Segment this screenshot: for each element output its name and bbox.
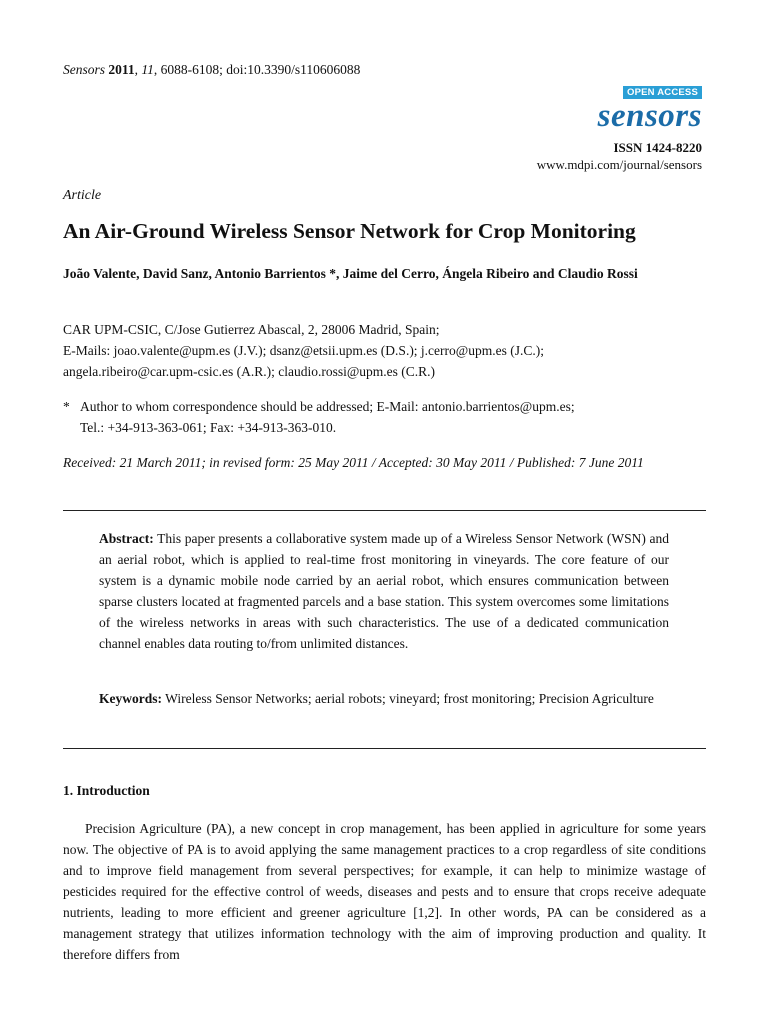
paper-title: An Air-Ground Wireless Sensor Network for Crop Monitoring <box>63 219 636 243</box>
affiliation-address: CAR UPM-CSIC, C/Jose Gutierrez Abascal, 2, 28006 Madrid, Spain; <box>63 322 440 337</box>
section-heading: 1. Introduction <box>63 783 150 798</box>
abstract-block <box>99 528 669 654</box>
affiliation-emails-1: E-Mails: joao.valente@upm.es (J.V.); dsanz@etsii.upm.es (D.S.); j.cerro@upm.es (J.C.); <box>63 343 544 358</box>
correspondence-star: * <box>63 399 70 414</box>
abstract-label: Abstract: <box>99 531 154 546</box>
open-access-badge: OPEN ACCESS <box>623 86 702 99</box>
citation-line: Sensors 2011, 11, 6088-6108; doi:10.3390/s110606088 <box>63 62 361 77</box>
citation-year: 2011 <box>108 62 135 77</box>
issn: ISSN 1424-8220 <box>613 140 702 155</box>
correspondence-phone: Tel.: +34-913-363-061; Fax: +34-913-363-010. <box>80 420 337 435</box>
correspondence-email: Author to whom correspondence should be addressed; E-Mail: antonio.barrientos@upm.es; <box>80 399 575 414</box>
article-type: Article <box>63 188 102 203</box>
top-divider <box>63 510 706 511</box>
keywords-label: Keywords: <box>99 691 162 706</box>
journal-url[interactable]: www.mdpi.com/journal/sensors <box>536 157 702 172</box>
affiliation-emails-2: angela.ribeiro@car.upm-csic.es (A.R.); claudio.rossi@upm.es (C.R.) <box>63 364 436 379</box>
author-list: João Valente, David Sanz, Antonio Barrientos *, Jaime del Cerro, Ángela Ribeiro and Claudio Rossi <box>63 266 638 281</box>
keywords-text: Wireless Sensor Networks; aerial robots; vineyard; frost monitoring; Precision Agriculture <box>165 691 654 706</box>
keywords-block <box>99 688 669 709</box>
correspondence-note <box>63 396 713 438</box>
citation-volume: 11 <box>141 62 154 77</box>
citation-pages-doi: , 6088-6108; doi:10.3390/s110606088 <box>153 62 361 77</box>
publication-dates: Received: 21 March 2011; in revised form: 25 May 2011 / Accepted: 30 May 2011 / Published: 7 June 2011 <box>63 455 644 470</box>
abstract-text: This paper presents a collaborative system made up of a Wireless Sensor Network (WSN) and an aerial robot, which is applied to real-time frost monitoring in vineyards. The core feature of our system is a dynamic mobile node carried by an aerial robot, which ensures communication between sparse clusters located at fragmented parcels and a base station. This system overcomes some limitations of the wireless networks in areas with such characteristics. The use of a dedicated communication channel enables data routing to/from unlimited distances. <box>99 531 669 651</box>
bottom-divider <box>63 748 706 749</box>
intro-paragraph: Precision Agriculture (PA), a new concept in crop management, has been applied in agriculture for some years now. The objective of PA is to avoid applying the same management practices to a crop regardless of site conditions and to improve field management from several perspectives; for example, it can help to minimize wastage of pesticides required for the effective control of weeds, diseases and pests and to ensure that crops receive adequate nutrients, leading to more efficient and greener agriculture [1,2]. In other words, PA can be considered as a management strategy that utilizes information technology with the aim of improving production and quality. It therefore differs from <box>63 821 706 962</box>
affiliation-block <box>63 319 713 382</box>
citation-journal: Sensors <box>63 62 106 77</box>
journal-logo: sensors <box>597 98 702 134</box>
